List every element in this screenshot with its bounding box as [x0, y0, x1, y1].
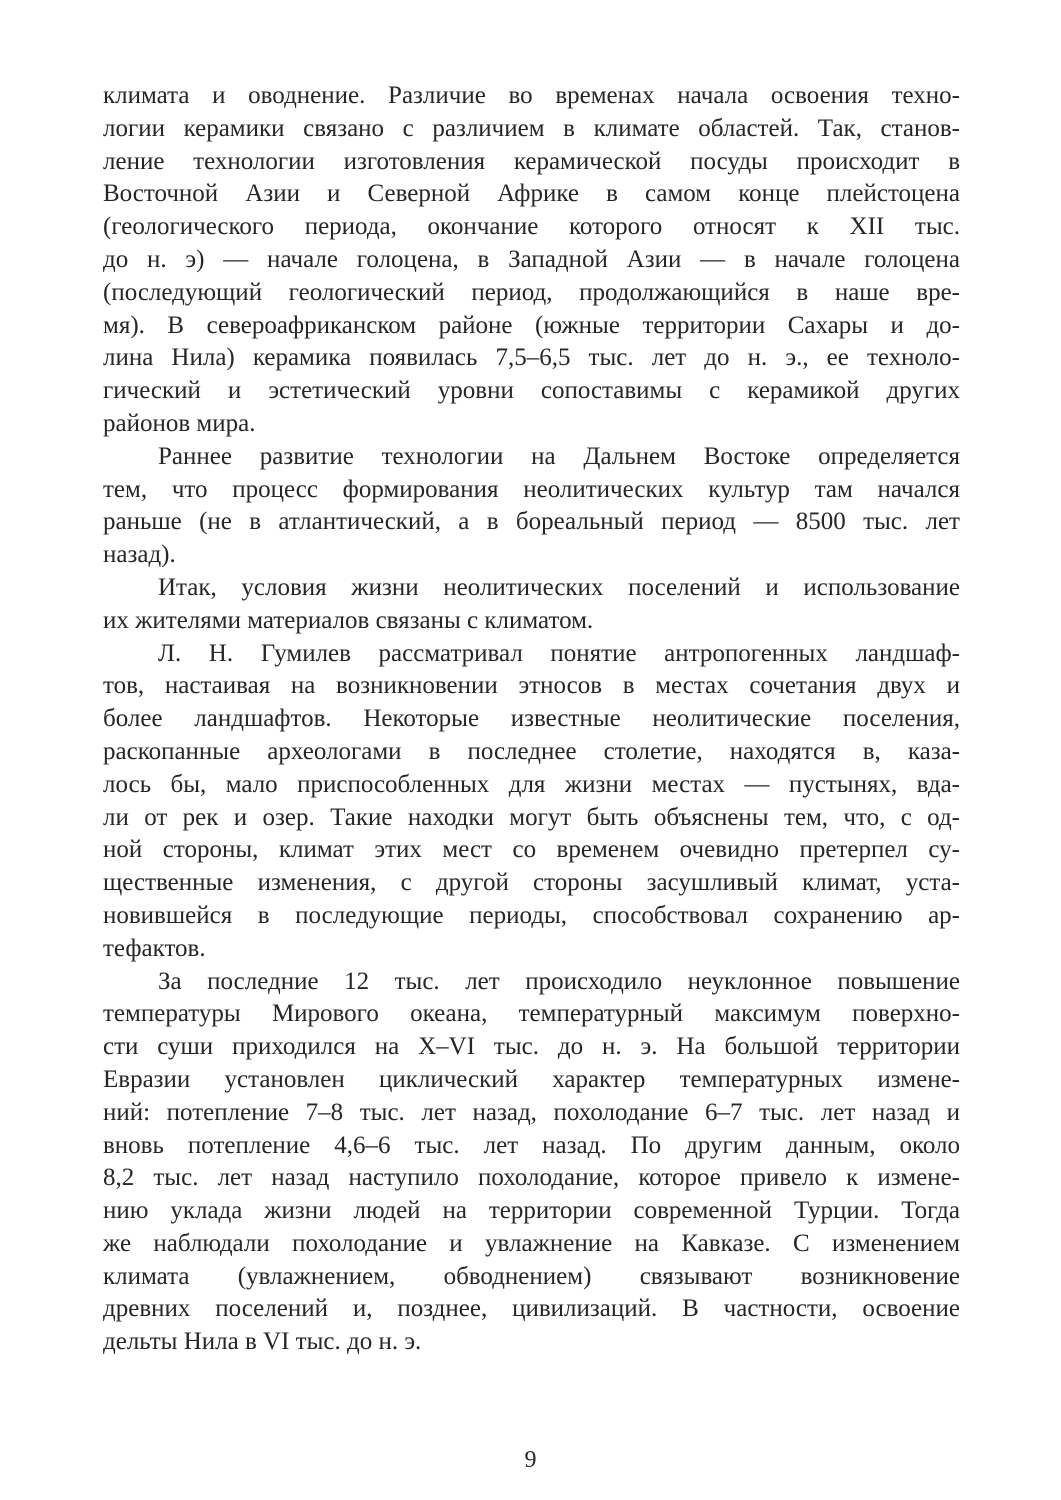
text-line: климата и оводнение. Различие во временах начала освоения техно-: [103, 82, 960, 109]
text-line: щественные изменения, с другой стороны засушливый климат, уста-: [103, 869, 960, 897]
text-line: древних поселений и, позднее, цивилизаций. В частности, освоение: [103, 1295, 960, 1323]
text-line: (последующий геологический период, продолжающийся в наше вре-: [103, 278, 960, 306]
text-line: мя). В североафриканском районе (южные территории Сахары и до-: [103, 311, 960, 339]
paragraph-2: [103, 441, 960, 572]
text-line: раскопанные археологами в последнее столетие, находятся в, каза-: [103, 737, 960, 765]
text-line: За последние 12 тыс. лет происходило неуклонное повышение: [158, 967, 960, 995]
text-line: районов мира.: [103, 409, 256, 437]
text-line: более ландшафтов. Некоторые известные неолитические поселения,: [103, 705, 960, 733]
text-line: тем, что процесс формирования неолитических культур там начался: [103, 475, 960, 503]
text-line: гический и эстетический уровни сопоставимы с керамикой других: [103, 377, 960, 405]
text-line: новившейся в последующие периоды, способствовал сохранению ар-: [103, 901, 960, 929]
text-line: Восточной Азии и Северной Африке в самом конце плейстоцена: [103, 180, 960, 208]
text-line: лина Нила) керамика появилась 7,5–6,5 тыс. лет до н. э., ее техноло-: [103, 344, 960, 372]
text-line: лось бы, мало приспособленных для жизни местах — пустынях, вда-: [103, 770, 960, 798]
text-line: ли от рек и озер. Такие находки могут быть объяснены тем, что, с од-: [103, 803, 960, 831]
paragraph-3: [103, 572, 960, 638]
text-line: тефактов.: [103, 934, 206, 962]
text-line: (геологического периода, окончание которого относят к XII тыс.: [103, 213, 960, 241]
text-line: нию уклада жизни людей на территории современной Турции. Тогда: [103, 1197, 960, 1225]
text-line: климата (увлажнением, обводнением) связывают возникновение: [103, 1262, 960, 1290]
text-line: температуры Мирового океана, температурный максимум поверхно-: [103, 1000, 960, 1028]
text-line: логии керамики связано с различием в климате областей. Так, станов-: [103, 114, 960, 142]
text-line: назад).: [103, 541, 176, 569]
text-line: вновь потепление 4,6–6 тыс. лет назад. По другим данным, около: [103, 1131, 960, 1159]
paragraph-5: [103, 966, 960, 1360]
text-line: же наблюдали похолодание и увлажнение на Кавказе. С изменением: [103, 1229, 960, 1257]
text-line: ление технологии изготовления керамической посуды происходит в: [103, 147, 960, 175]
text-line: Итак, условия жизни неолитических поселений и использование: [158, 573, 960, 601]
body-text: [103, 80, 960, 1359]
text-line: их жителями материалов связаны с климатом.: [103, 606, 594, 634]
text-line: ний: потепление 7–8 тыс. лет назад, похолодание 6–7 тыс. лет назад и: [103, 1098, 960, 1126]
paragraph-4: [103, 638, 960, 966]
text-line: 8,2 тыс. лет назад наступило похолодание, которое привело к измене-: [103, 1164, 960, 1192]
page-number: 9: [524, 1447, 537, 1473]
text-line: Раннее развитие технологии на Дальнем Востоке определяется: [158, 442, 960, 470]
text-line: ной стороны, климат этих мест со временем очевидно претерпел су-: [103, 836, 960, 864]
text-line: дельты Нила в VI тыс. до н. э.: [103, 1328, 422, 1356]
text-line: раньше (не в атлантический, а в бореальный период — 8500 тыс. лет: [103, 508, 960, 536]
text-line: сти суши приходился на X–VI тыс. до н. э. На большой территории: [103, 1033, 960, 1061]
text-line: до н. э) — начале голоцена, в Западной Азии — в начале голоцена: [103, 245, 960, 273]
text-line: Евразии установлен циклический характер температурных измене-: [103, 1065, 960, 1093]
text-line: Л. Н. Гумилев рассматривал понятие антропогенных ландшаф-: [158, 639, 960, 667]
text-line: тов, настаивая на возникновении этносов в местах сочетания двух и: [103, 672, 960, 700]
paragraph-1: [103, 80, 960, 441]
